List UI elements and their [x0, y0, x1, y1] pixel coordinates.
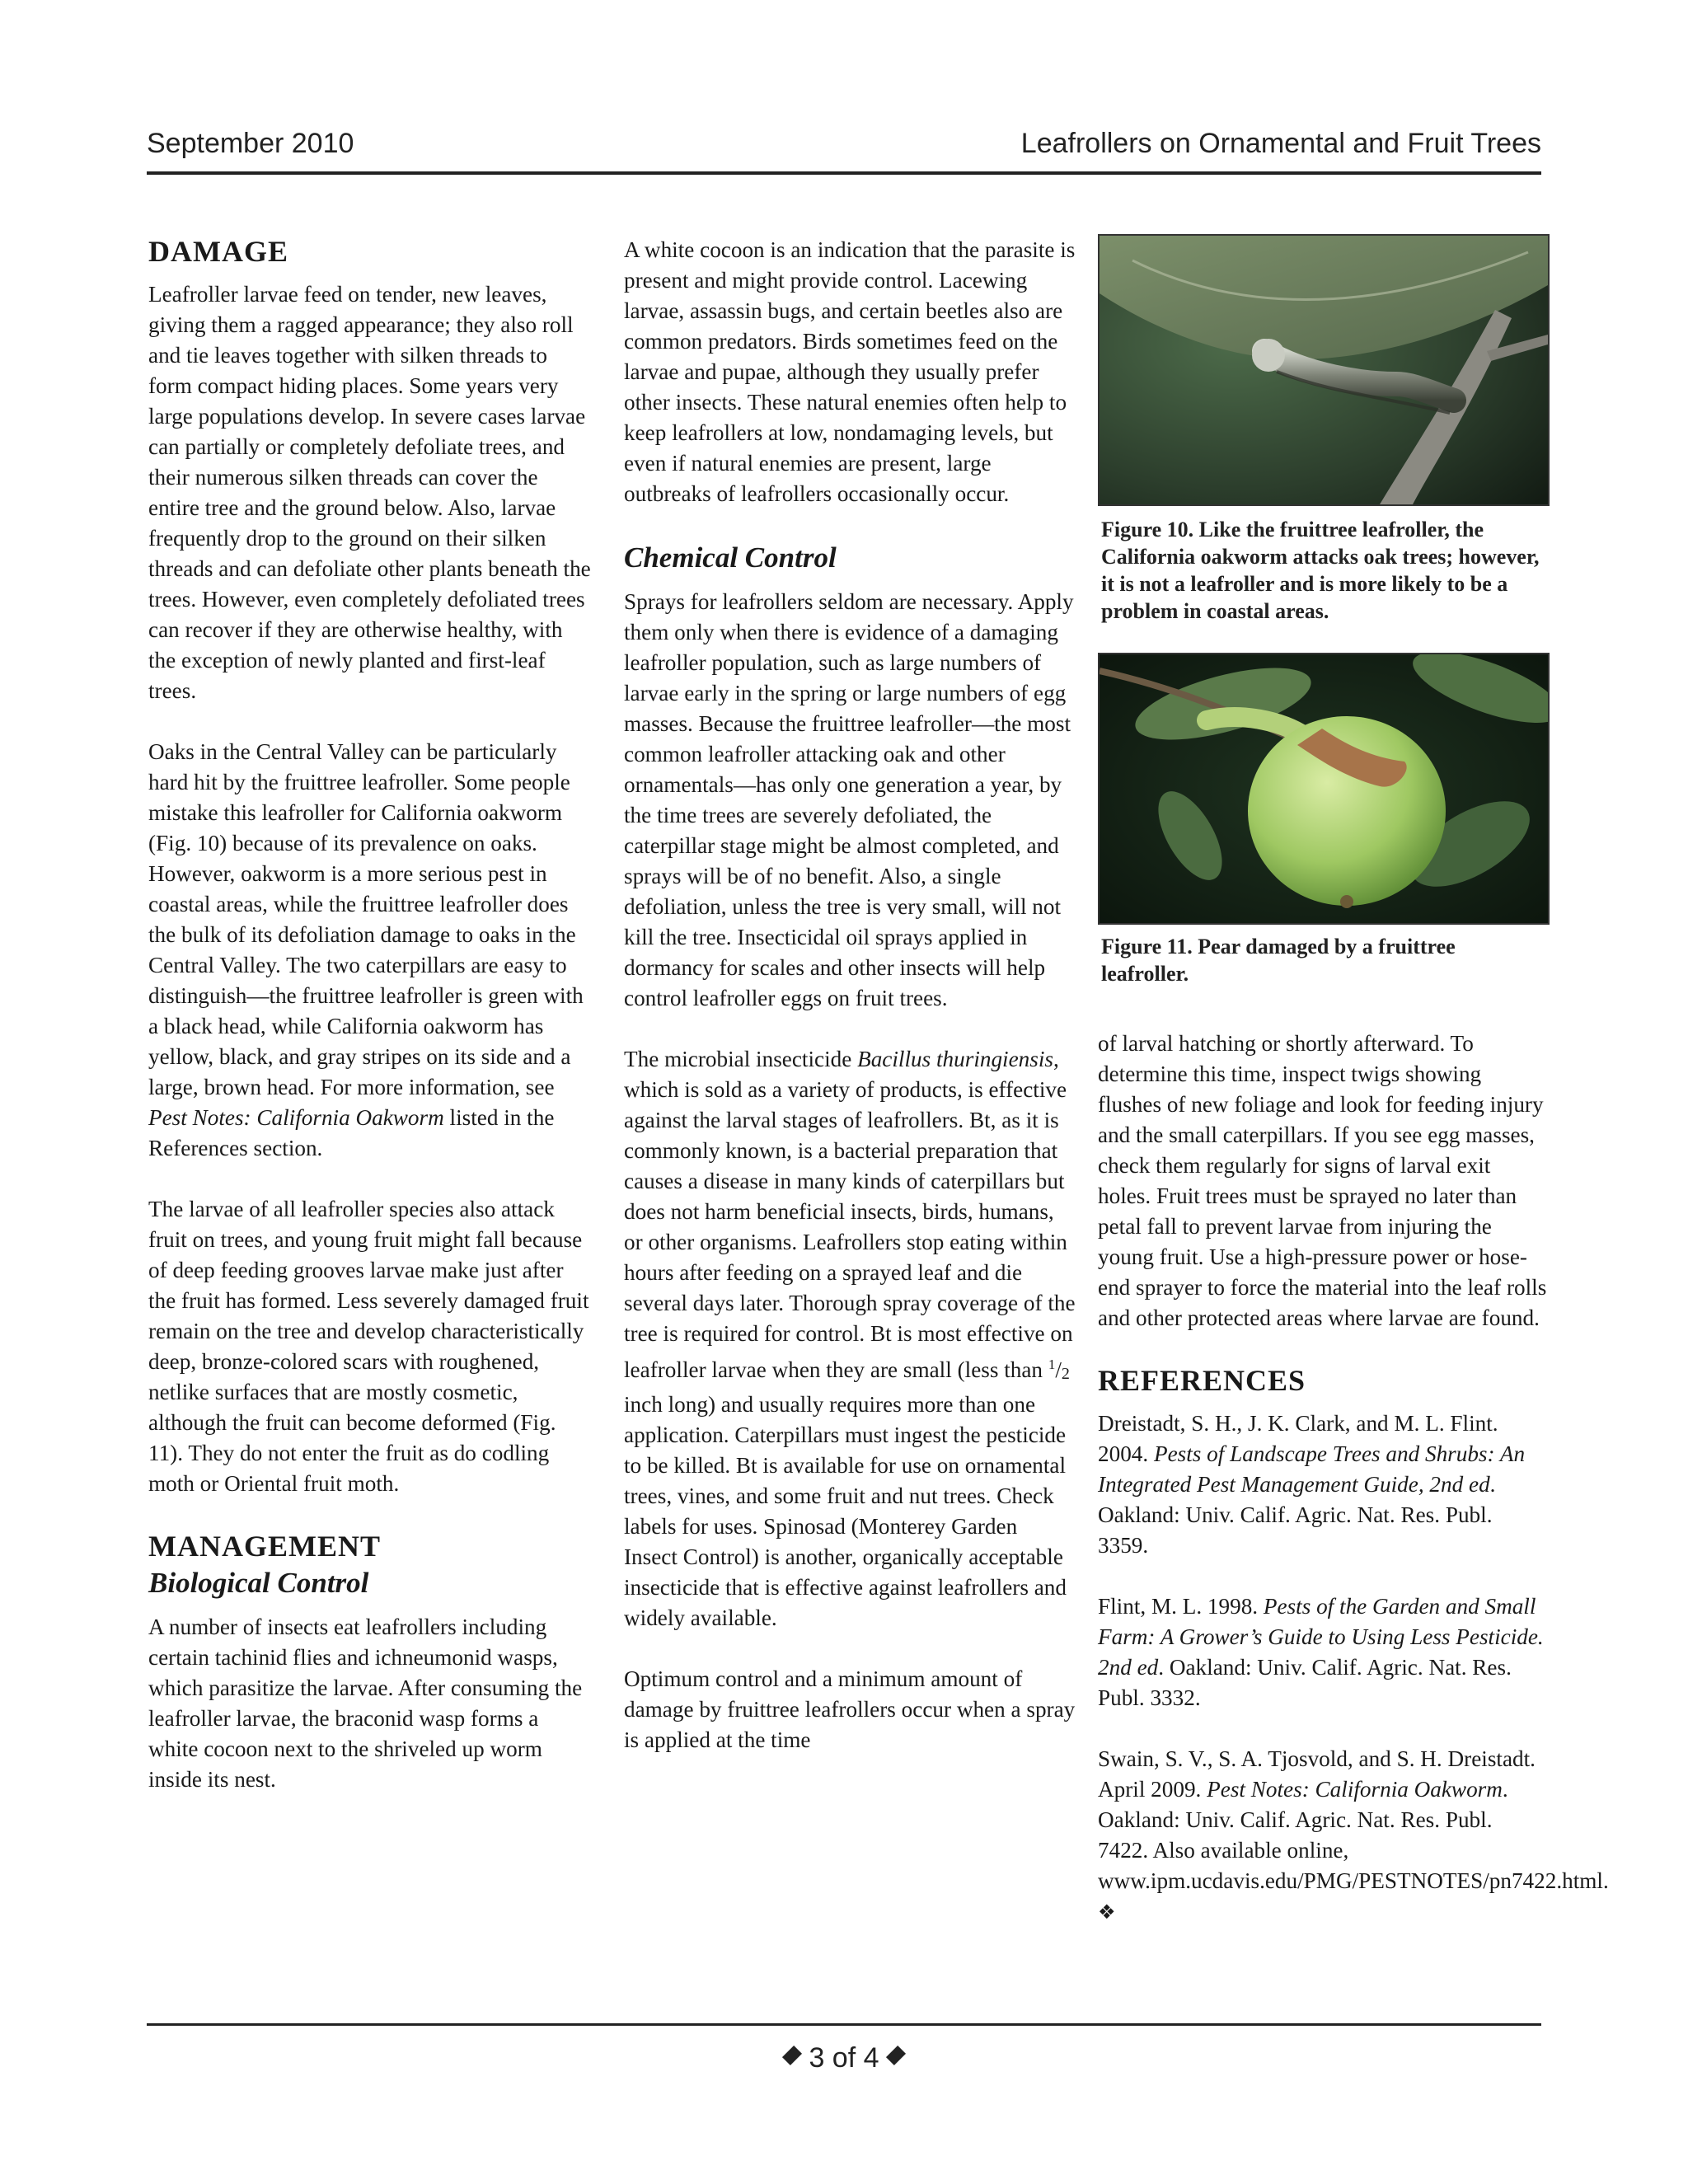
pear-photo [1100, 654, 1548, 923]
damage-paragraph-1: Leafroller larvae feed on tender, new leaves, giving them a ragged appearance; they also roll and tie leaves together with silken threads to form compact hiding places. Some years very large populations develop. In severe cases larvae can partially or completely defoliate trees, and their numerous silken threads can cover the entire tree and the ground below. Also, larvae frequently drop to the ground on their silken threads and can defoliate other plants beneath the trees. However, even completely defoliated trees can recover if they are otherwise healthy, with the exception of newly planted and first-leaf trees. [148, 282, 591, 703]
chemical-paragraph-cont: of larval hatching or shortly afterward. To determine this time, inspect twigs showing flushes of new foliage and look for feeding injury and the small caterpillars. If you see egg masses, check them regularly for signs of larval exit holes. Fruit trees must be sprayed no later than petal fall to prevent larvae from injuring the young fruit. Use a high-pressure power or hose-end sprayer to force the material into the leaf rolls and other protected areas where larvae are found. [1098, 1031, 1547, 1330]
figure-10-photo [1098, 234, 1550, 506]
oakworm-photo [1100, 236, 1548, 504]
end-mark-icon: ❖ [1098, 1900, 1116, 1924]
damage-paragraph-3: The larvae of all leafroller species also attack fruit on trees, and young fruit might fall because of deep feeding grooves larvae make just after the fruit has formed. Less severely damaged fruit remain on the tree and develop characteristically deep, bronze-colored scars with roughened, netlike surfaces that are mostly cosmetic, although the fruit can become deformed (Fig. 11). They do not enter the fruit as do codling moth or Oriental fruit moth. [148, 1197, 589, 1496]
reference-2: Flint, M. L. 1998. Pests of the Garden and Small Farm: A Grower’s Guide to Using Less Pesticide. 2nd ed. Oakland: Univ. Calif. Agric. Nat. Res. Publ. 3332. [1098, 1594, 1544, 1710]
header-title: Leafrollers on Ornamental and Fruit Trees [1020, 128, 1541, 159]
chemical-paragraph-1: Sprays for leafrollers seldom are necessary. Apply them only when there is evidence of a damaging leafroller population, such as large numbers of larvae early in the spring or large numbers of egg masses. Because the fruittree leafroller—the most common leafroller attacking oak and other ornamentals—has only one generation a year, by the time trees are severely defoliated, the caterpillar stage might be almost completed, and sprays will be of no benefit. Also, a single defoliation, unless the tree is very small, will not kill the tree. Insecticidal oil sprays applied in dormancy for scales and other insects will help control leafroller eggs on fruit trees. [624, 589, 1074, 1010]
column-3 [1098, 1029, 1609, 1928]
references-heading: REFERENCES [1098, 1364, 1306, 1397]
figure-11-photo [1098, 653, 1550, 925]
page-header [147, 122, 1541, 160]
reference-1: Dreistadt, S. H., J. K. Clark, and M. L. Flint. 2004. Pests of Landscape Trees and Shrubs: An Integrated Pest Management Guide, 2nd ed. Oakland: Univ. Calif. Agric. Nat. Res. Publ. 3359. [1098, 1411, 1526, 1558]
footer-rule [147, 2023, 1541, 2026]
management-heading: MANAGEMENT [148, 1530, 381, 1563]
chemical-paragraph-2: The microbial insecticide Bacillus thuringiensis, which is sold as a variety of products, is effective against the larval stages of leafrollers. Bt, as it is commonly known, is a bacterial preparation that causes a disease in many kinds of caterpillars but does not harm beneficial insects, birds, humans, or other organisms. Leafrollers stop eating within hours after feeding on a sprayed leaf and die several days later. Thorough spray coverage of the tree is required for control. Bt is most effective on leafroller larvae when they are small (less than $^1/_2$ inch long) and usually requires more than one application. Caterpillars must ingest the pesticide to be killed. Bt is available for use on ornamental trees, vines, and some fruit and nut trees. Check labels for uses. Spinosad (Monterey Garden Insect Control) is another, organically acceptable insecticide that is effective against leafrollers and widely available. [624, 1047, 1076, 1630]
biological-control-heading: Biological Control [148, 1567, 369, 1599]
column-2 [624, 235, 1076, 1755]
figure-10-caption: Figure 10. Like the fruittree leafroller, the California oakworm attacks oak trees; however, it is not a leafroller and is more likely to be a problem in coastal areas. [1101, 518, 1540, 623]
biological-paragraph: A number of insects eat leafrollers including certain tachinid flies and ichneumonid wasps, which parasitize the larvae. After consuming the leafroller larvae, the braconid wasp forms a white cocoon next to the shriveled up worm inside its nest. [148, 1615, 583, 1792]
page-number: 3 of 4 [809, 2042, 879, 2074]
page-footer [0, 2042, 1688, 2074]
diamond-right-icon [886, 2046, 906, 2065]
diamond-left-icon [782, 2046, 802, 2065]
chemical-paragraph-3: Optimum control and a minimum amount of damage by fruittree leafrollers occur when a spray is applied at the time [624, 1666, 1076, 1752]
damage-paragraph-2: Oaks in the Central Valley can be particularly hard hit by the fruittree leafroller. Some people mistake this leafroller for California oakworm (Fig. 10) because of its prevalence on oaks. However, oakworm is a more serious pest in coastal areas, while the fruittree leafroller does the bulk of its defoliation damage to oaks in the Central Valley. The two caterpillars are easy to distinguish—the fruittree leafroller is green with a black head, while California oakworm has yellow, black, and gray stripes on its side and a large, brown head. For more information, see Pest Notes: California Oakworm listed in the References section. [148, 739, 584, 1160]
chemical-control-heading: Chemical Control [624, 541, 837, 574]
damage-heading: DAMAGE [148, 235, 288, 268]
figure-11-caption: Figure 11. Pear damaged by a fruittree leafroller. [1101, 935, 1456, 986]
biological-paragraph-cont: A white cocoon is an indication that the parasite is present and might provide control. Lacewing larvae, assassin bugs, and certain beetles also are common predators. Birds sometimes feed on the larvae and pupae, although they usually prefer other insects. These natural enemies often help to keep leafrollers at low, nondamaging levels, but even if natural enemies are present, large outbreaks of leafrollers occasionally occur. [624, 237, 1076, 506]
header-rule [147, 171, 1541, 175]
column-1 [148, 235, 593, 1795]
header-date: September 2010 [147, 128, 354, 159]
reference-3: Swain, S. V., S. A. Tjosvold, and S. H. Dreistadt. April 2009. Pest Notes: California Oakworm. Oakland: Univ. Calif. Agric. Nat. Res. Publ. 7422. Also available online, www.ipm.ucdavis.edu/PMG/PESTNOTES/pn7422.html. ❖ [1098, 1746, 1609, 1924]
